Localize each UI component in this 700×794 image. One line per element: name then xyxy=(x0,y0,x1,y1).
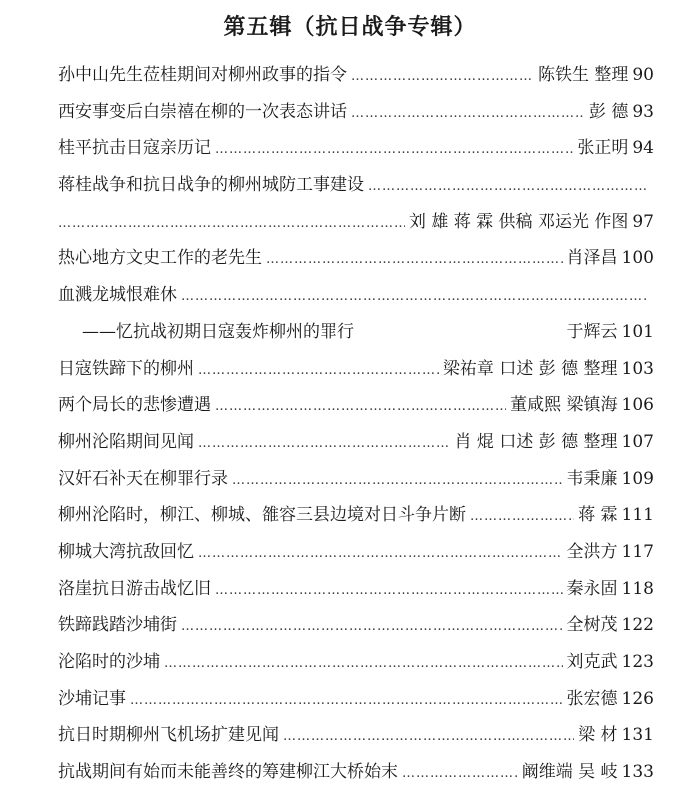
entry-page: 97 xyxy=(632,211,654,232)
leader-dots xyxy=(368,179,646,194)
leader-dots xyxy=(283,729,574,744)
entry-author: 彭 德 xyxy=(588,101,629,122)
entry-title: 沦陷时的沙埔 xyxy=(58,652,160,672)
entry-title: ——忆抗战初期日寇轰炸柳州的罪行 xyxy=(82,321,354,342)
leader-dots xyxy=(351,106,585,121)
leader-dots xyxy=(198,363,439,378)
entry-title: 沙埔记事 xyxy=(58,688,126,709)
leader-dots xyxy=(470,509,574,524)
leader-dots xyxy=(130,693,563,708)
entry-page: 107 xyxy=(621,431,654,452)
toc-entry xyxy=(58,170,654,207)
toc-entry xyxy=(58,60,654,97)
entry-page: 111 xyxy=(621,505,654,526)
entry-author: 张宏德 xyxy=(566,688,618,709)
toc-entry xyxy=(58,354,654,391)
toc-entry xyxy=(58,537,654,574)
page-title: 第五辑（抗日战争专辑） xyxy=(223,14,477,40)
entry-page: 133 xyxy=(621,762,654,783)
leader-dots xyxy=(266,252,563,267)
entry-title: 抗日时期柳州飞机场扩建见闻 xyxy=(58,725,279,746)
entry-author: 肖 焜 口述 彭 德 整理 xyxy=(454,431,618,452)
toc-entry xyxy=(58,610,654,647)
entry-page: 100 xyxy=(621,248,654,269)
entry-title: 蒋桂战争和抗日战争的柳州城防工事建设 xyxy=(58,175,364,196)
entry-title: 柳州沦陷时，柳江、柳城、雒容三县边境对日斗争片断 xyxy=(58,505,466,526)
toc-entry xyxy=(58,647,654,684)
entry-title: 汉奸石补天在柳罪行录 xyxy=(58,468,228,489)
entry-page: 123 xyxy=(621,652,654,672)
toc-entry xyxy=(58,500,654,537)
leader-dots xyxy=(351,69,534,84)
toc-entry xyxy=(58,757,654,794)
entry-author: 蒋 霖 xyxy=(578,505,618,526)
toc-entry xyxy=(58,574,654,611)
entry-title: 柳州沦陷期间见闻 xyxy=(58,431,194,452)
entry-page: 101 xyxy=(621,321,654,342)
entry-author: 于辉云 xyxy=(566,321,618,342)
entry-author: 秦永固 xyxy=(566,578,618,599)
leader-dots xyxy=(215,583,563,598)
entry-title: 血溅龙城恨难休 xyxy=(58,285,177,306)
toc-entry xyxy=(58,97,654,134)
entry-page: 94 xyxy=(632,138,654,159)
entry-author: 刘 雄 蒋 霖 供稿 邓运光 作图 xyxy=(408,211,629,232)
entry-title: 桂平抗击日寇亲历记 xyxy=(58,138,211,159)
entry-page: 117 xyxy=(621,541,654,562)
toc-entry xyxy=(58,133,654,170)
leader-dots xyxy=(232,473,563,488)
leader-dots xyxy=(164,656,563,671)
toc-entry-continuation xyxy=(58,207,654,244)
entry-title: 柳城大湾抗敌回忆 xyxy=(58,541,194,562)
entry-page: 106 xyxy=(621,395,654,416)
entry-title: 洛崖抗日游击战忆旧 xyxy=(58,578,211,599)
toc-entry xyxy=(58,720,654,757)
entry-page: 126 xyxy=(621,688,654,709)
entry-title: 热心地方文史工作的老先生 xyxy=(58,248,262,269)
entry-title: 铁蹄践踏沙埔街 xyxy=(58,615,177,636)
entry-title: 孙中山先生莅桂期间对柳州政事的指令 xyxy=(58,65,347,85)
entry-author: 全树茂 xyxy=(566,615,618,636)
entry-page: 93 xyxy=(632,101,654,122)
toc-entry-subtitle xyxy=(58,317,654,354)
entry-author: 刘克武 xyxy=(566,652,618,672)
leader-dots xyxy=(198,436,451,451)
toc-entry xyxy=(58,280,654,317)
entry-title: 日寇铁蹄下的柳州 xyxy=(58,358,194,379)
entry-title: 西安事变后白崇禧在柳的一次表态讲话 xyxy=(58,101,347,122)
toc-entry xyxy=(58,427,654,464)
entry-page: 90 xyxy=(632,65,654,85)
entry-author: 韦秉廉 xyxy=(566,468,618,489)
entry-page: 109 xyxy=(621,468,654,489)
toc-entry xyxy=(58,243,654,280)
entry-page: 131 xyxy=(621,725,654,746)
table-of-contents xyxy=(58,60,654,794)
entry-page: 122 xyxy=(621,615,654,636)
leader-dots xyxy=(181,619,563,634)
entry-author: 肖泽昌 xyxy=(566,248,618,269)
toc-entry xyxy=(58,390,654,427)
toc-entry xyxy=(58,684,654,721)
entry-author: 董咸熙 梁镇海 xyxy=(510,395,618,416)
entry-title: 抗战期间有始而未能善终的筹建柳江大桥始末 xyxy=(58,762,398,783)
leader-dots xyxy=(215,142,573,157)
entry-author: 张正明 xyxy=(577,138,629,159)
leader-dots xyxy=(402,766,518,781)
entry-author: 全洪方 xyxy=(566,541,618,562)
entry-author: 阚维端 吴 岐 xyxy=(521,762,618,783)
entry-page: 103 xyxy=(621,358,654,379)
entry-title: 两个局长的悲惨遭遇 xyxy=(58,395,211,416)
leader-dots xyxy=(58,216,405,231)
leader-dots xyxy=(198,546,563,561)
entry-page: 118 xyxy=(621,578,654,599)
leader-dots xyxy=(215,399,506,414)
entry-author: 梁祐章 口述 彭 德 整理 xyxy=(442,358,618,379)
toc-entry xyxy=(58,464,654,501)
entry-author: 梁 材 xyxy=(578,725,618,746)
entry-author: 陈铁生 整理 xyxy=(537,65,629,85)
leader-dots xyxy=(181,289,646,304)
